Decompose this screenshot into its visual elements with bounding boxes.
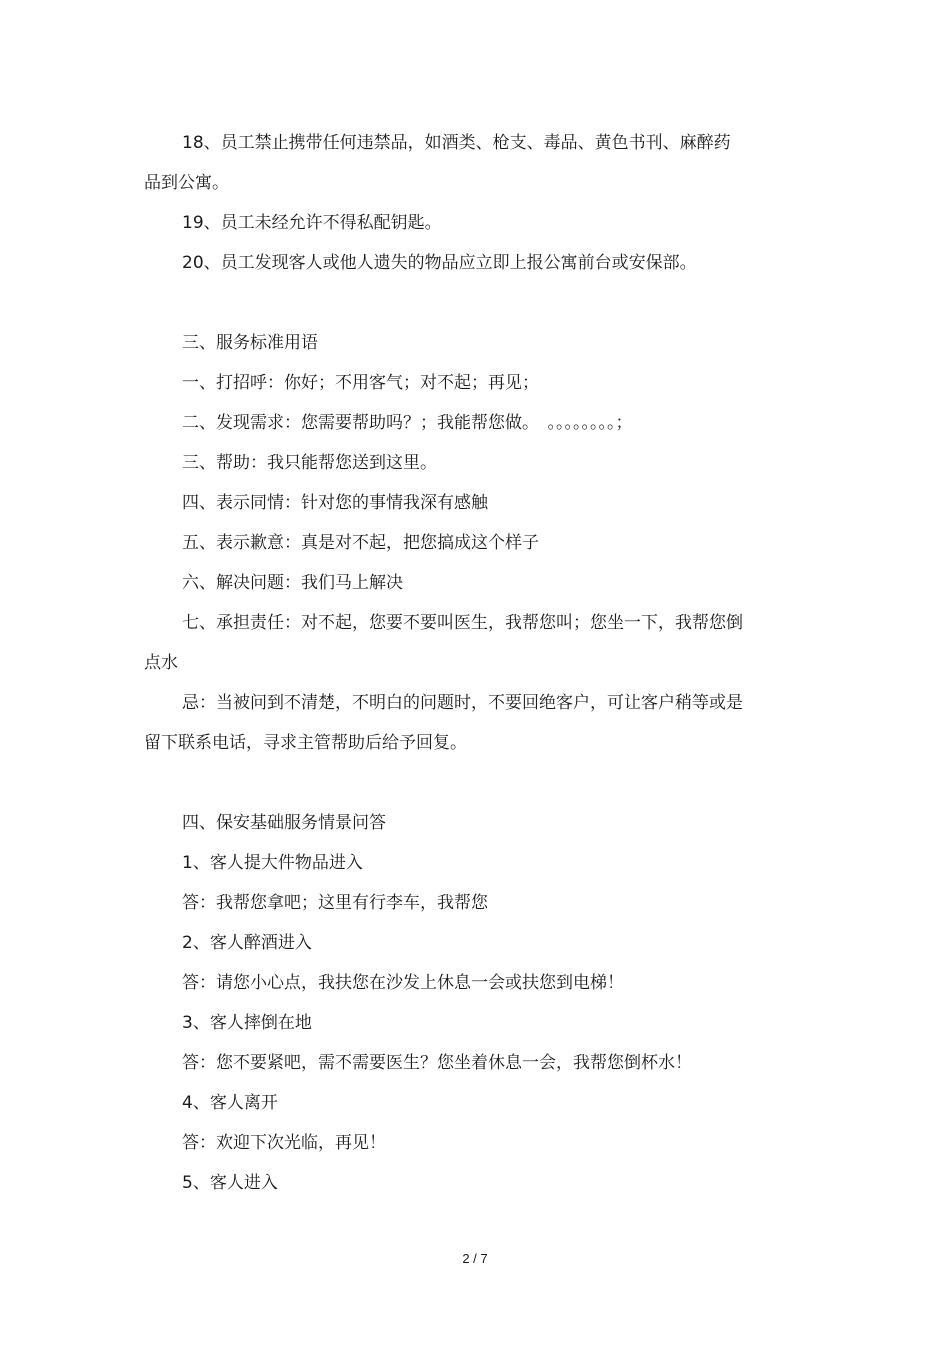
phrase-item-7-line-2: 点水 <box>144 653 178 673</box>
scenario-answer: 答：请您小心点，我扶您在沙发上休息一会或扶您到电梯！ <box>182 973 624 993</box>
scenario-question: 1、客人提大件物品进入 <box>182 853 363 873</box>
phrase-item: 四、表示同情：针对您的事情我深有感触 <box>182 493 488 513</box>
taboo-line-1: 忌：当被问到不清楚，不明白的问题时，不要回绝客户，可让客户稍等或是 <box>182 693 743 713</box>
scenario-answer: 答：您不要紧吧，需不需要医生？您坐着休息一会，我帮您倒杯水！ <box>182 1053 692 1073</box>
rule-18-line-1: 18、员工禁止携带任何违禁品，如酒类、枪支、毒品、黄色书刊、麻醉药 <box>182 133 731 153</box>
taboo-line-2: 留下联系电话，寻求主管帮助后给予回复。 <box>144 733 467 753</box>
scenario-answer: 答：我帮您拿吧；这里有行李车，我帮您 <box>182 893 488 913</box>
rule-19: 19、员工未经允许不得私配钥匙。 <box>182 213 442 233</box>
page-number: 2 / 7 <box>462 1251 488 1266</box>
rule-20: 20、员工发现客人或他人遗失的物品应立即上报公寓前台或安保部。 <box>182 253 697 273</box>
scenario-question: 4、客人离开 <box>182 1093 278 1113</box>
phrase-item: 三、帮助：我只能帮您送到这里。 <box>182 453 437 473</box>
scenario-question: 5、客人进入 <box>182 1173 278 1193</box>
section-4-heading: 四、保安基础服务情景问答 <box>182 813 386 833</box>
phrase-item: 六、解决问题：我们马上解决 <box>182 573 403 593</box>
scenario-question: 2、客人醉酒进入 <box>182 933 312 953</box>
phrase-item: 五、表示歉意：真是对不起，把您搞成这个样子 <box>182 533 539 553</box>
scenario-question: 3、客人摔倒在地 <box>182 1013 312 1033</box>
phrase-item-7-line-1: 七、承担责任：对不起，您要不要叫医生，我帮您叫；您坐一下，我帮您倒 <box>182 613 743 633</box>
rule-18-line-2: 品到公寓。 <box>144 173 229 193</box>
phrase-item: 一、打招呼：你好；不用客气；对不起；再见； <box>182 373 539 393</box>
scenario-answer: 答：欢迎下次光临，再见！ <box>182 1133 386 1153</box>
phrase-item: 二、发现需求：您需要帮助吗？；我能帮您做。 。。。。。。。。； <box>182 413 633 433</box>
section-3-heading: 三、服务标准用语 <box>182 333 318 353</box>
